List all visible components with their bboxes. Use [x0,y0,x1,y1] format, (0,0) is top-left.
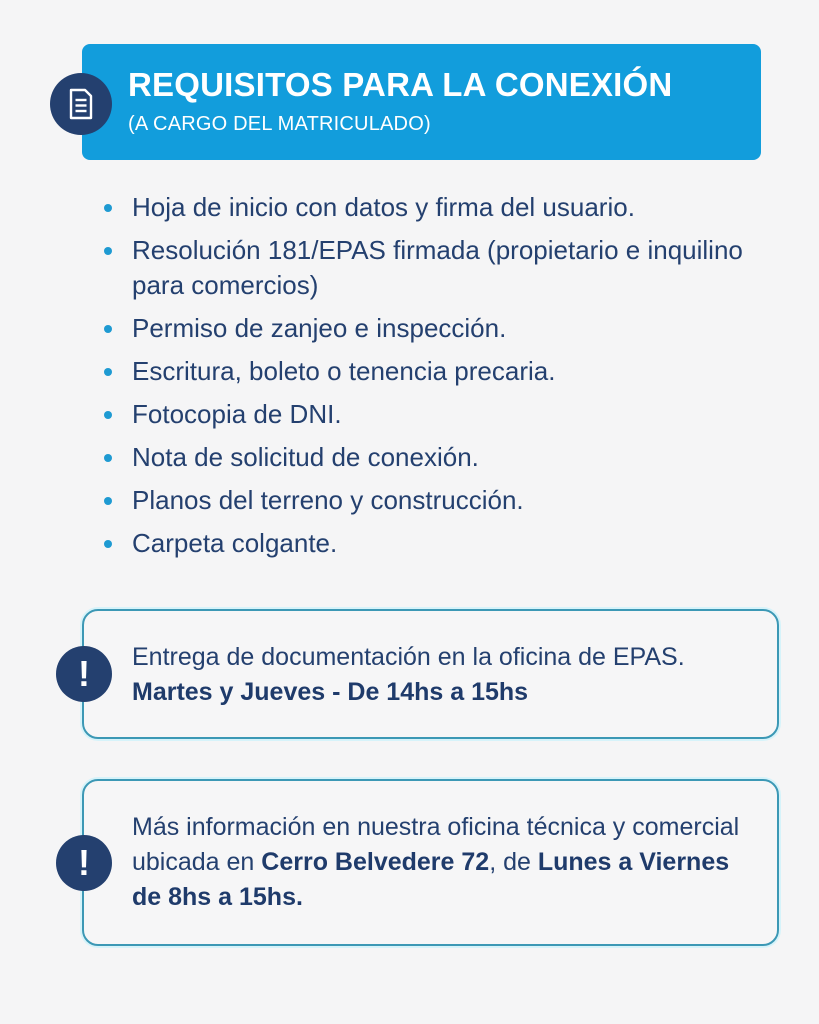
exclamation-icon: ! [56,646,112,702]
delivery-note-regular: Entrega de documentación en la oficina de EPAS. [132,643,685,671]
bullet-icon [104,411,112,419]
list-item-text: Permiso de zanjeo e inspección. [132,313,507,343]
delivery-schedule: Martes y Jueves - De 14hs a 15hs [132,678,529,706]
info-note-text [132,810,762,915]
info-note-connector: , de [489,848,538,876]
bullet-icon [104,247,112,255]
list-item [100,526,780,561]
list-item-text: Escritura, boleto o tenencia precaria. [132,356,556,386]
list-item-text: Planos del terreno y construcción. [132,485,524,515]
exclamation-icon: ! [56,835,112,891]
info-note-regular: Más información en nuestra oficina técnica y comercial ubicada en [132,813,740,876]
list-item [100,440,780,475]
list-item [100,397,780,432]
list-item [100,190,780,225]
list-item [100,233,780,303]
bullet-icon [104,368,112,376]
office-hours: Lunes a Viernes de 8hs a 15hs. [132,848,730,911]
bullet-icon [104,454,112,462]
delivery-note-text [132,640,752,710]
list-item-text: Nota de solicitud de conexión. [132,442,479,472]
bullet-icon [104,497,112,505]
page-subtitle: (A CARGO DEL MATRICULADO) [128,113,431,135]
list-item-text: Fotocopia de DNI. [132,399,342,429]
office-address: Cerro Belvedere 72 [261,848,490,876]
header-icon-circle [50,73,112,135]
list-item-text: Hoja de inicio con datos y firma del usuario. [132,192,635,222]
list-item [100,483,780,518]
requirements-list [100,190,780,569]
bullet-icon [104,540,112,548]
list-item-text: Carpeta colgante. [132,528,338,558]
list-item [100,354,780,389]
page-title: REQUISITOS PARA LA CONEXIÓN [128,66,673,103]
document-icon [68,88,94,120]
bullet-icon [104,204,112,212]
bullet-icon [104,325,112,333]
list-item-text: Resolución 181/EPAS firmada (propietario e inquilino para comercios) [132,235,743,300]
list-item [100,311,780,346]
